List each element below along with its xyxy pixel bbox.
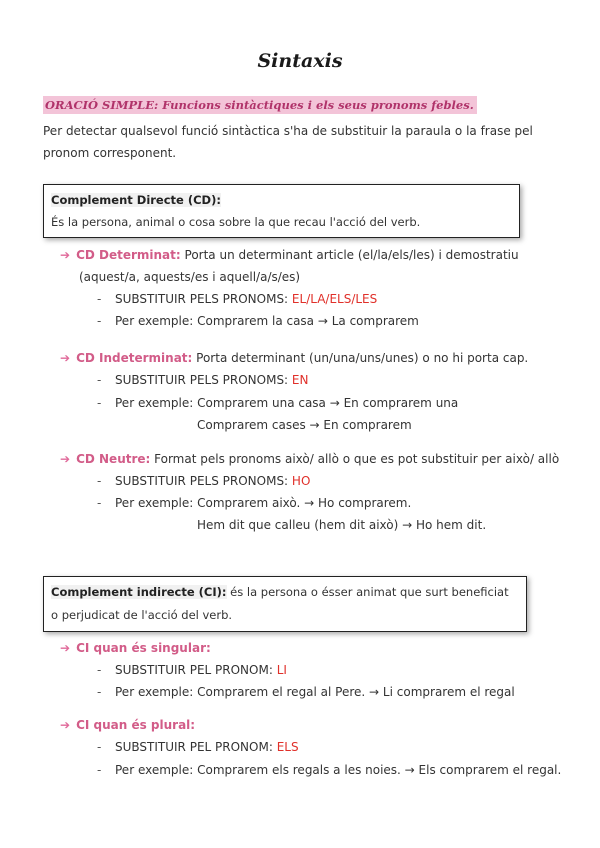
section-heading: ORACIÓ SIMPLE: Funcions sintàctiques i els seus pronoms febles. [43, 96, 477, 114]
cd-determinat-example [97, 314, 419, 328]
subst-label: SUBSTITUIR PEL PRONOM: [115, 663, 277, 677]
example-text: Per exemple: Comprarem els regals a les noies. → Els comprarem el regal. [115, 763, 562, 777]
cd-indeterminat-label: CD Indeterminat: [76, 351, 193, 365]
dash-icon: - [97, 740, 102, 754]
cd-box-text: És la persona, animal o cosa sobre la que recau l'acció del verb. [51, 215, 421, 229]
cd-neutre-item [60, 452, 559, 466]
ci-plural-item [60, 718, 195, 732]
arrow-right-icon: ➔ [60, 641, 71, 655]
arrow-right-icon: ➔ [60, 452, 71, 466]
ci-definition-box [43, 576, 527, 632]
pronoun-value: HO [291, 474, 311, 488]
intro-line-2: pronom corresponent. [43, 146, 177, 160]
cd-indeterminat-example-2: Comprarem cases → En comprarem [197, 418, 412, 432]
ci-box-text-2: o perjudicat de l'acció del verb. [51, 608, 233, 622]
pronoun-value: EN [291, 373, 309, 387]
subst-label: SUBSTITUIR PELS PRONOMS: [115, 292, 292, 306]
dash-icon: - [97, 685, 102, 699]
dash-icon: - [97, 373, 102, 387]
page-title: Sintaxis [257, 50, 343, 72]
cd-definition-box [43, 184, 520, 238]
dash-icon: - [97, 292, 102, 306]
cd-determinat-desc-2: (aquest/a, aquests/es i aquell/a/s/es) [79, 270, 301, 284]
example-text: Per exemple: Comprarem una casa → En comprarem una [115, 396, 459, 410]
cd-neutre-label: CD Neutre: [76, 452, 151, 466]
example-text: Per exemple: Comprarem la casa → La comprarem [115, 314, 419, 328]
cd-neutre-subst [97, 474, 310, 488]
dash-icon: - [97, 763, 102, 777]
arrow-right-icon: ➔ [60, 718, 71, 732]
example-text: Per exemple: Comprarem el regal al Pere. → Li comprarem el regal [115, 685, 515, 699]
dash-icon: - [97, 314, 102, 328]
intro-line-1: Per detectar qualsevol funció sintàctica s'ha de substituir la paraula o la frase pel [43, 124, 533, 138]
ci-singular-label: CI quan és singular: [76, 641, 211, 655]
subst-label: SUBSTITUIR PEL PRONOM: [115, 740, 277, 754]
subst-label: SUBSTITUIR PELS PRONOMS: [115, 373, 292, 387]
cd-determinat-subst [97, 292, 377, 306]
subst-label: SUBSTITUIR PELS PRONOMS: [115, 474, 292, 488]
cd-neutre-desc: Format pels pronoms això/ allò o que es pot substituir per això/ allò [150, 452, 560, 466]
cd-indeterminat-desc: Porta determinant (un/una/uns/unes) o no hi porta cap. [192, 351, 529, 365]
ci-plural-subst [97, 740, 299, 754]
ci-singular-example [97, 685, 515, 699]
dash-icon: - [97, 474, 102, 488]
cd-indeterminat-example [97, 396, 458, 410]
cd-determinat-label: CD Determinat: [76, 248, 181, 262]
cd-determinat-item [60, 248, 519, 262]
arrow-right-icon: ➔ [60, 248, 71, 262]
dash-icon: - [97, 496, 102, 510]
arrow-right-icon: ➔ [60, 351, 71, 365]
cd-indeterminat-subst [97, 373, 308, 387]
cd-neutre-example-2: Hem dit que calleu (hem dit això) → Ho hem dit. [197, 518, 487, 532]
example-text: Per exemple: Comprarem això. → Ho comprarem. [115, 496, 412, 510]
cd-indeterminat-item [60, 351, 528, 365]
pronoun-value: EL/LA/ELS/LES [291, 292, 378, 306]
ci-singular-item [60, 641, 211, 655]
cd-neutre-example [97, 496, 411, 510]
ci-plural-example [97, 763, 561, 777]
dash-icon: - [97, 396, 102, 410]
ci-plural-label: CI quan és plural: [76, 718, 196, 732]
cd-determinat-desc: Porta un determinant article (el/la/els/les) i demostratiu [180, 248, 519, 262]
pronoun-value: ELS [276, 740, 299, 754]
dash-icon: - [97, 663, 102, 677]
pronoun-value: LI [276, 663, 287, 677]
ci-singular-subst [97, 663, 287, 677]
ci-box-text-1: és la persona o ésser animat que surt beneficiat [226, 585, 509, 599]
cd-box-title: Complement Directe (CD): [51, 193, 221, 207]
ci-box-title: Complement indirecte (CI): [51, 585, 227, 599]
